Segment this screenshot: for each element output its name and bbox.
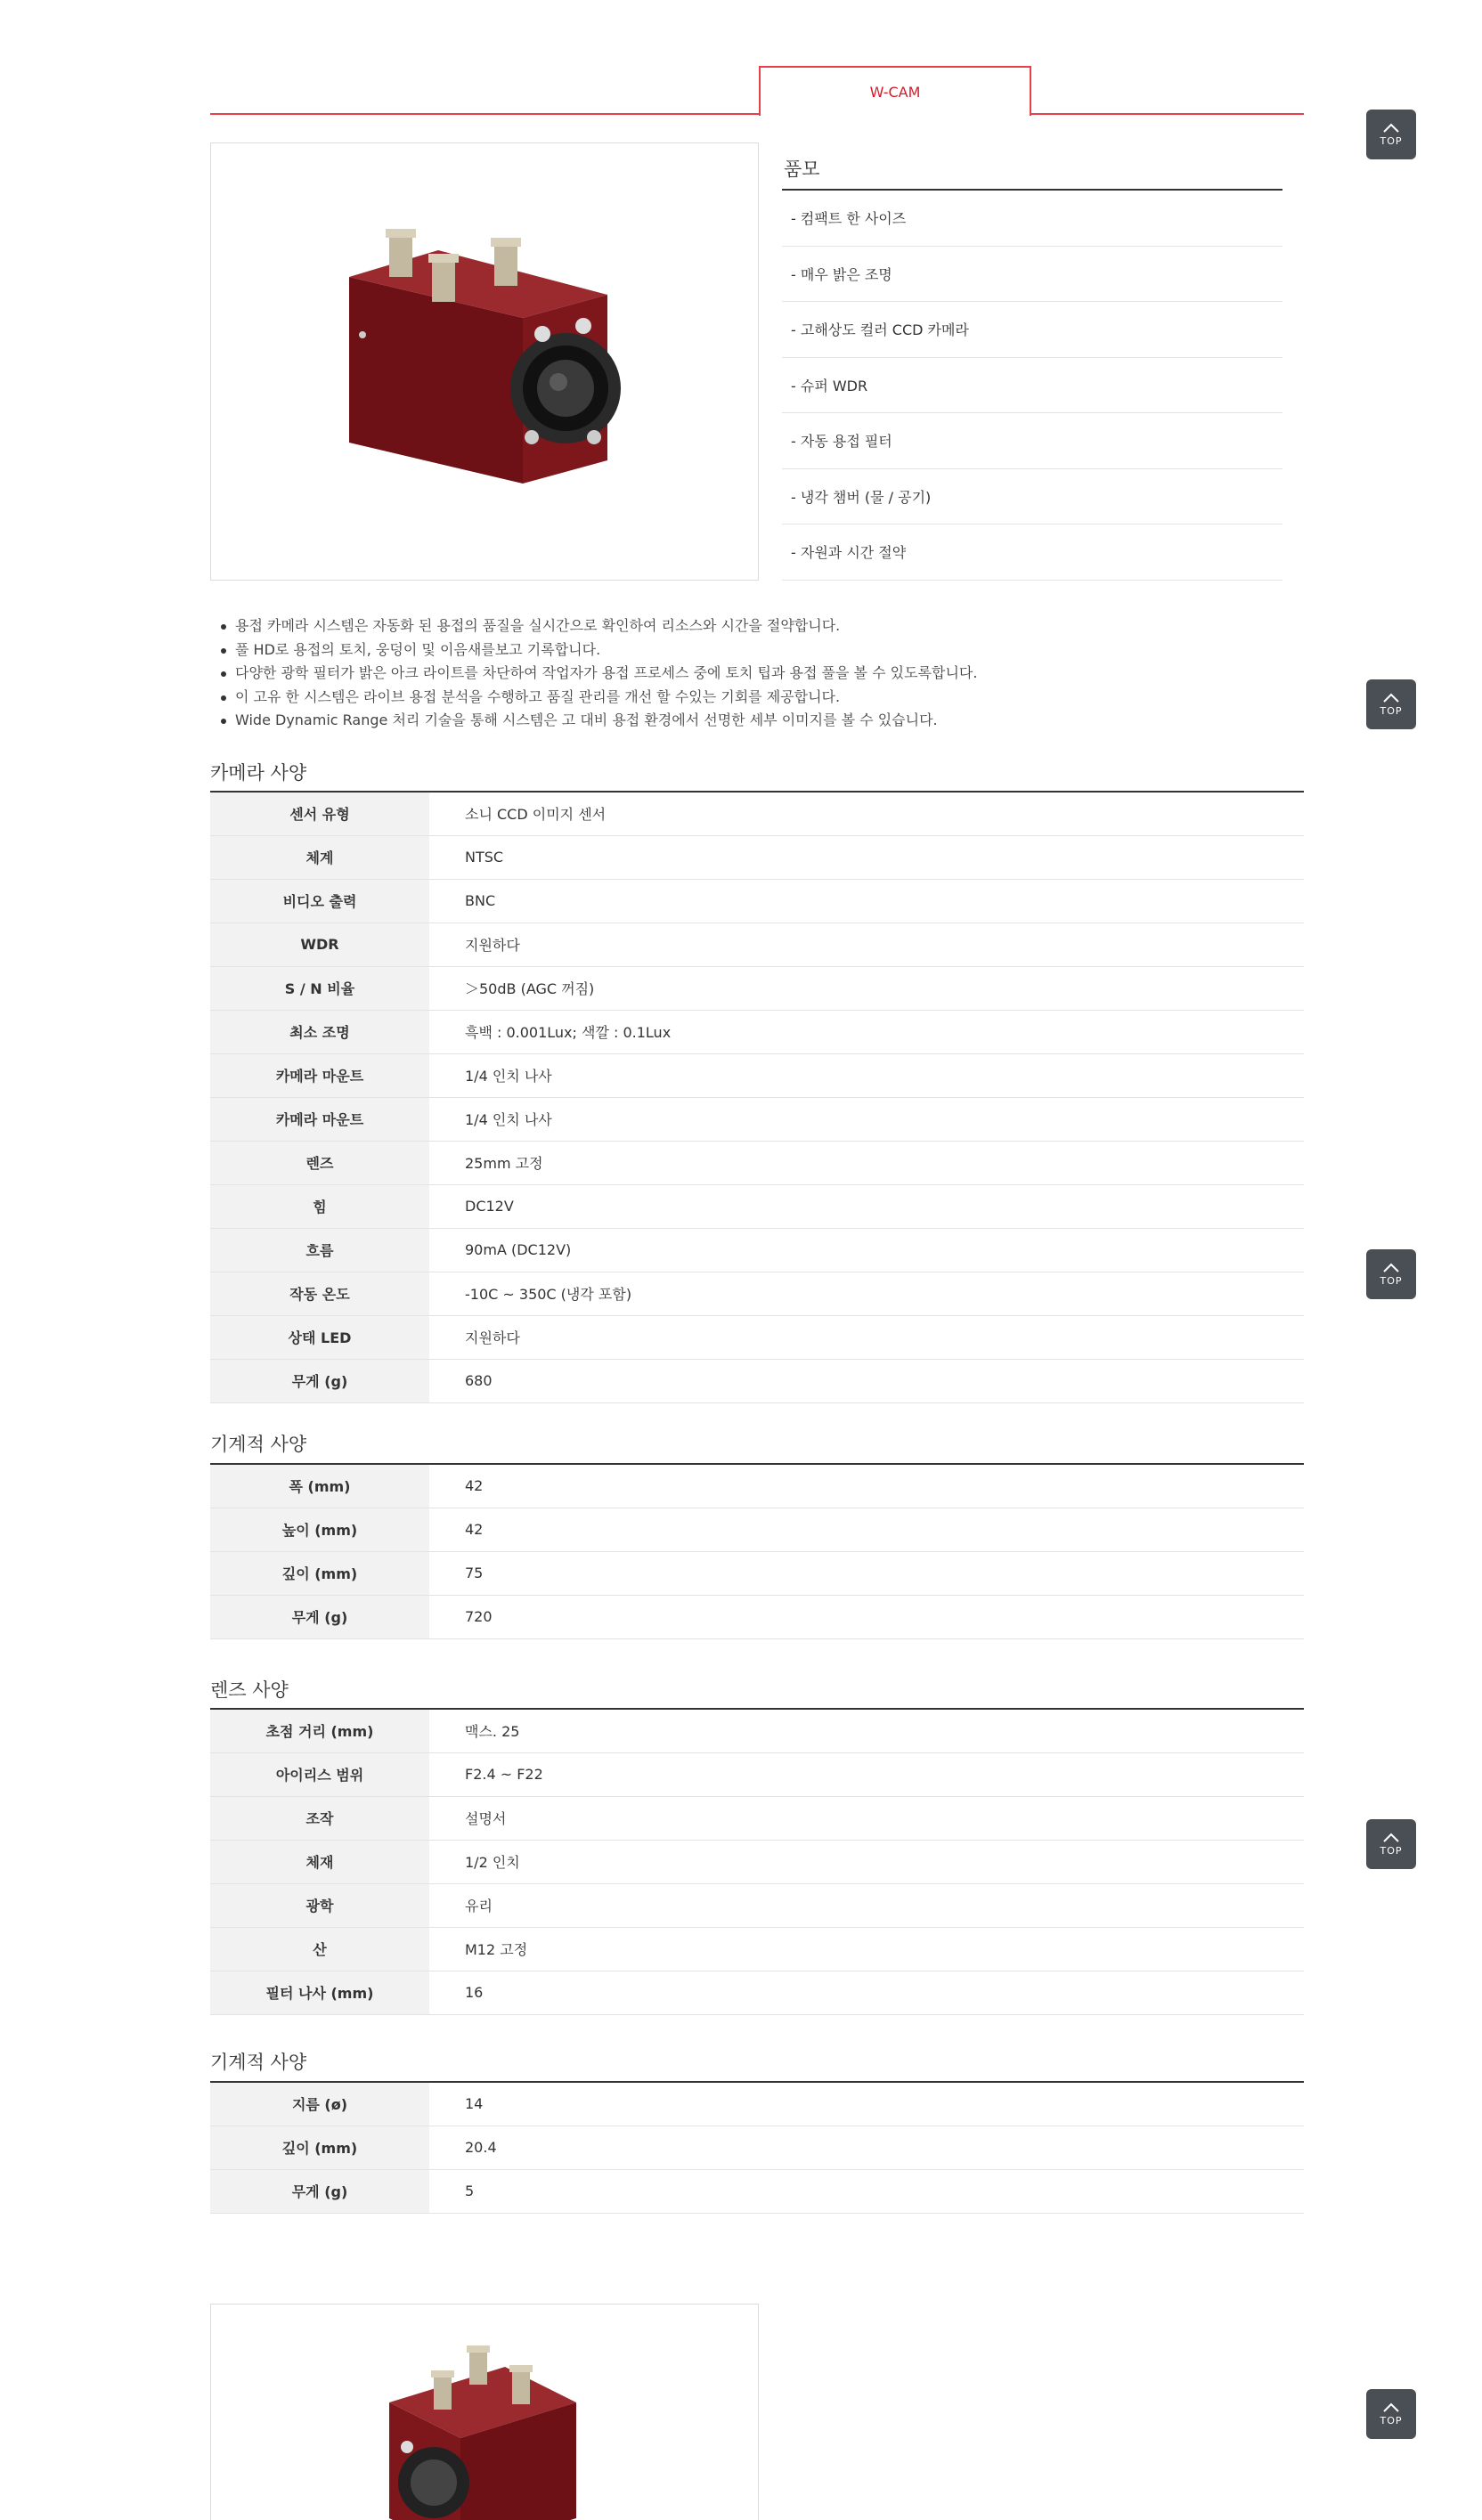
- spec-row: [210, 1709, 1304, 1752]
- spec-value: 맥스. 25: [429, 1709, 1304, 1752]
- spec-key: 카메라 마운트: [210, 1053, 429, 1097]
- spec-value: DC12V: [429, 1184, 1304, 1228]
- spec-key: 카메라 마운트: [210, 1097, 429, 1141]
- camera-spec-title: 카메라 사양: [210, 762, 307, 784]
- scroll-top-button[interactable]: [1366, 2389, 1416, 2439]
- scroll-top-button[interactable]: [1366, 1249, 1416, 1299]
- spec-key: 센서 유형: [210, 792, 429, 835]
- spec-value: NTSC: [429, 835, 1304, 879]
- spec-row: [210, 1141, 1304, 1184]
- spec-value: 90mA (DC12V): [429, 1228, 1304, 1272]
- spec-value: 지원하다: [429, 1315, 1304, 1359]
- spec-key: 지름 (ø): [210, 2082, 429, 2126]
- top-label: TOP: [1380, 1274, 1403, 1287]
- top-label: TOP: [1380, 704, 1403, 717]
- spec-value: 680: [429, 1359, 1304, 1402]
- spec-key: 흐름: [210, 1228, 429, 1272]
- spec-key: 렌즈: [210, 1141, 429, 1184]
- spec-key: 깊이 (mm): [210, 1551, 429, 1595]
- scroll-top-button[interactable]: [1366, 110, 1416, 159]
- lens-spec-title: 렌즈 사양: [210, 1679, 289, 1701]
- spec-row: [210, 792, 1304, 835]
- tab-w-cam[interactable]: W-CAM: [759, 66, 1031, 116]
- spec-row: [210, 1927, 1304, 1971]
- description-item: 다양한 광학 필터가 밝은 아크 라이트를 차단하여 작업자가 용접 프로세스 중에 토치 팁과 용접 풀을 볼 수 있도록합니다.: [221, 662, 1290, 686]
- feature-item: - 자동 용접 필터: [782, 413, 1282, 469]
- chevron-up-icon: [1382, 2402, 1400, 2413]
- spec-row: [210, 2082, 1304, 2126]
- spec-row: [210, 835, 1304, 879]
- description-item: 용접 카메라 시스템은 자동화 된 용접의 품질을 실시간으로 확인하여 리소스와 시간을 절약합니다.: [221, 614, 1290, 638]
- product-photo: [210, 142, 759, 581]
- chevron-up-icon: [1382, 693, 1400, 703]
- spec-row: [210, 1097, 1304, 1141]
- spec-key: 무게 (g): [210, 1595, 429, 1638]
- spec-key: 체재: [210, 1840, 429, 1883]
- spec-value: M12 고정: [429, 1927, 1304, 1971]
- description-item: 이 고유 한 시스템은 라이브 용접 분석을 수행하고 품질 관리를 개선 할 수있는 기회를 제공합니다.: [221, 686, 1290, 710]
- chevron-up-icon: [1382, 1833, 1400, 1843]
- spec-value: 1/4 인치 나사: [429, 1053, 1304, 1097]
- top-label: TOP: [1380, 2414, 1403, 2427]
- spec-row: [210, 1752, 1304, 1796]
- spec-value: 14: [429, 2082, 1304, 2126]
- spec-value: 1/4 인치 나사: [429, 1097, 1304, 1141]
- spec-row: [210, 1359, 1304, 1402]
- spec-value: 75: [429, 1551, 1304, 1595]
- spec-key: 체계: [210, 835, 429, 879]
- spec-value: BNC: [429, 879, 1304, 923]
- description-list: [221, 614, 1290, 733]
- spec-key: 무게 (g): [210, 2169, 429, 2213]
- camera-illustration: [211, 143, 759, 581]
- spec-value: 설명서: [429, 1796, 1304, 1840]
- chevron-up-icon: [1382, 123, 1400, 134]
- spec-row: [210, 879, 1304, 923]
- scroll-top-button[interactable]: [1366, 679, 1416, 729]
- spec-row: [210, 1796, 1304, 1840]
- spec-value: ＞50dB (AGC 꺼짐): [429, 966, 1304, 1010]
- lens-spec-table: [210, 1708, 1304, 2015]
- feature-item: - 고해상도 컬러 CCD 카메라: [782, 302, 1282, 358]
- spec-row: [210, 1464, 1304, 1508]
- spec-row: [210, 2169, 1304, 2213]
- spec-key: 높이 (mm): [210, 1508, 429, 1551]
- spec-key: 무게 (g): [210, 1359, 429, 1402]
- spec-key: 비디오 출력: [210, 879, 429, 923]
- feature-item: - 자원과 시간 절약: [782, 524, 1282, 581]
- spec-value: 소니 CCD 이미지 센서: [429, 792, 1304, 835]
- spec-row: [210, 966, 1304, 1010]
- spec-value: 25mm 고정: [429, 1141, 1304, 1184]
- spec-value: 16: [429, 1971, 1304, 2014]
- tab-strip: [210, 66, 1304, 116]
- chevron-up-icon: [1382, 1263, 1400, 1273]
- spec-key: 작동 온도: [210, 1272, 429, 1315]
- spec-row: [210, 1840, 1304, 1883]
- spec-value: 42: [429, 1508, 1304, 1551]
- spec-value: F2.4 ~ F22: [429, 1752, 1304, 1796]
- spec-key: 폭 (mm): [210, 1464, 429, 1508]
- mechanical-spec-title: 기계적 사양: [210, 1434, 307, 1455]
- spec-value: 흑백 : 0.001Lux; 색깔 : 0.1Lux: [429, 1010, 1304, 1053]
- spec-key: 필터 나사 (mm): [210, 1971, 429, 2014]
- spec-key: S / N 비율: [210, 966, 429, 1010]
- spec-key: 광학: [210, 1883, 429, 1927]
- feature-item: - 매우 밝은 조명: [782, 247, 1282, 303]
- camera-illustration-2: [211, 2305, 759, 2520]
- tab-divider-right: [1031, 113, 1304, 115]
- product-photo-2: [210, 2304, 759, 2520]
- mechanical-spec-table: [210, 1463, 1304, 1639]
- spec-key: 산: [210, 1927, 429, 1971]
- tab-divider-left: [210, 113, 759, 115]
- spec-row: [210, 1883, 1304, 1927]
- spec-value: 720: [429, 1595, 1304, 1638]
- features-panel: [782, 142, 1282, 581]
- spec-row: [210, 2126, 1304, 2169]
- top-label: TOP: [1380, 1844, 1403, 1857]
- spec-value: 지원하다: [429, 923, 1304, 966]
- spec-value: 유리: [429, 1883, 1304, 1927]
- spec-row: [210, 1971, 1304, 2014]
- spec-key: 조작: [210, 1796, 429, 1840]
- spec-row: [210, 1228, 1304, 1272]
- top-label: TOP: [1380, 134, 1403, 147]
- camera-spec-table: [210, 791, 1304, 1403]
- feature-item: - 컴팩트 한 사이즈: [782, 191, 1282, 247]
- description-item: 풀 HD로 용접의 토치, 웅덩이 및 이음새를보고 기록합니다.: [221, 638, 1290, 663]
- spec-row: [210, 1010, 1304, 1053]
- mechanical-spec-2-table: [210, 2081, 1304, 2214]
- spec-row: [210, 1315, 1304, 1359]
- spec-key: WDR: [210, 923, 429, 966]
- spec-key: 힘: [210, 1184, 429, 1228]
- mechanical-spec-2-title: 기계적 사양: [210, 2052, 307, 2073]
- spec-row: [210, 1184, 1304, 1228]
- spec-row: [210, 1551, 1304, 1595]
- spec-key: 아이리스 범위: [210, 1752, 429, 1796]
- spec-row: [210, 1272, 1304, 1315]
- spec-row: [210, 1053, 1304, 1097]
- feature-item: - 냉각 챔버 (물 / 공기): [782, 469, 1282, 525]
- spec-key: 최소 조명: [210, 1010, 429, 1053]
- scroll-top-button[interactable]: [1366, 1819, 1416, 1869]
- spec-key: 상태 LED: [210, 1315, 429, 1359]
- spec-value: 42: [429, 1464, 1304, 1508]
- spec-row: [210, 923, 1304, 966]
- spec-row: [210, 1595, 1304, 1638]
- description-item: Wide Dynamic Range 처리 기술을 통해 시스템은 고 대비 용접 환경에서 선명한 세부 이미지를 볼 수 있습니다.: [221, 709, 1290, 733]
- spec-key: 초점 거리 (mm): [210, 1709, 429, 1752]
- spec-value: 20.4: [429, 2126, 1304, 2169]
- features-title: 품모: [782, 142, 1282, 191]
- spec-value: -10C ~ 350C (냉각 포함): [429, 1272, 1304, 1315]
- spec-row: [210, 1508, 1304, 1551]
- spec-value: 5: [429, 2169, 1304, 2213]
- spec-key: 깊이 (mm): [210, 2126, 429, 2169]
- feature-item: - 슈퍼 WDR: [782, 358, 1282, 414]
- spec-value: 1/2 인치: [429, 1840, 1304, 1883]
